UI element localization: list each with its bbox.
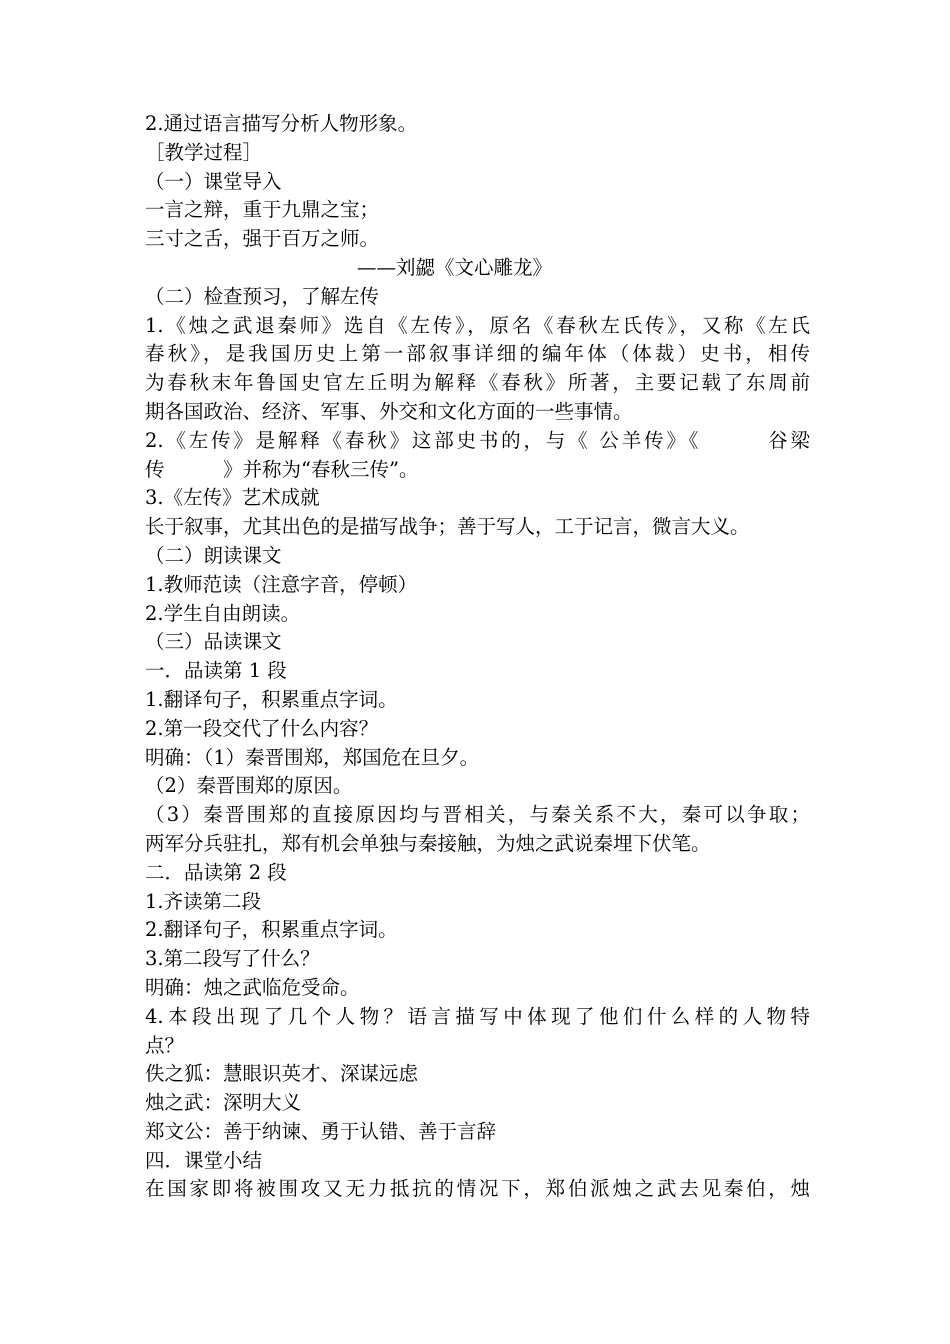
list-item: 佚之狐：慧眼识英才、深谋远虑 bbox=[145, 1062, 419, 1086]
paragraph-line: （3）秦晋围郑的直接原因均与晋相关，与秦关系不大，秦可以争取； bbox=[145, 803, 810, 827]
subheading-paragraph-2: 二．品读第 2 段 bbox=[145, 860, 287, 884]
subheading-summary: 四．课堂小结 bbox=[145, 1148, 263, 1172]
paragraph-line: 3.《左传》艺术成就 bbox=[145, 486, 320, 510]
paragraph-line: 传 》并称为“春秋三传”。 bbox=[145, 457, 419, 481]
paragraph-line: 长于叙事，尤其出色的是描写战争；善于写人，工于记言，微言大义。 bbox=[145, 515, 750, 539]
section-teaching-process: ［教学过程］ bbox=[145, 140, 263, 164]
paragraph-line: 点？ bbox=[145, 1033, 185, 1057]
list-item: 2.第一段交代了什么内容？ bbox=[145, 716, 379, 740]
heading-analysis: （三）品读课文 bbox=[145, 630, 282, 654]
list-item: 明确：烛之武临危受命。 bbox=[145, 975, 360, 999]
objective-2: 2.通过语言描写分析人物形象。 bbox=[145, 112, 418, 135]
subheading-paragraph-1: 一．品读第 1 段 bbox=[145, 659, 287, 683]
list-item: 烛之武：深明大义 bbox=[145, 1091, 302, 1115]
paragraph-line: 为春秋末年鲁国史官左丘明为解释《春秋》所著，主要记载了东周前 bbox=[145, 371, 810, 395]
list-item: 1.翻译句子，积累重点字词。 bbox=[145, 687, 398, 711]
document-body bbox=[145, 110, 810, 1204]
paragraph-line: 4.本段出现了几个人物？语言描写中体现了他们什么样的人物特 bbox=[145, 1004, 810, 1028]
quote-attribution: ——刘勰《文心雕龙》 bbox=[357, 255, 553, 279]
paragraph-line: 两军分兵驻扎，郑有机会单独与秦接触，为烛之武说秦埋下伏笔。 bbox=[145, 831, 711, 855]
list-item: 2.学生自由朗读。 bbox=[145, 601, 301, 625]
list-item: 3.第二段写了什么？ bbox=[145, 947, 320, 971]
paragraph-line: 在国家即将被围攻又无力抵抗的情况下，郑伯派烛之武去见秦伯，烛 bbox=[145, 1177, 810, 1201]
heading-intro: （一）课堂导入 bbox=[145, 169, 282, 193]
paragraph-line: 春秋》，是我国历史上第一部叙事详细的编年体（体裁）史书，相传 bbox=[145, 342, 810, 366]
quote-line-1: 一言之辩，重于九鼎之宝； bbox=[145, 198, 380, 222]
list-item: 1.齐读第二段 bbox=[145, 889, 262, 913]
list-item: 郑文公：善于纳谏、勇于认错、善于言辞 bbox=[145, 1119, 497, 1143]
list-item: 2.翻译句子，积累重点字词。 bbox=[145, 918, 398, 942]
paragraph-line: 1.《烛之武退秦师》选自《左传》，原名《春秋左氏传》，又称《左氏 bbox=[145, 313, 810, 337]
quote-line-2: 三寸之舌，强于百万之师。 bbox=[145, 227, 380, 251]
heading-preview: （二）检查预习，了解左传 bbox=[145, 284, 380, 308]
heading-read-aloud: （二）朗读课文 bbox=[145, 543, 282, 567]
paragraph-line: 2.《左传》是解释《春秋》这部史书的，与《 公羊传》《 谷梁 bbox=[145, 428, 810, 452]
list-item: （2）秦晋围郑的原因。 bbox=[145, 774, 353, 798]
list-item: 明确：（1）秦晋围郑，郑国危在旦夕。 bbox=[145, 745, 480, 769]
paragraph-line: 期各国政治、经济、军事、外交和文化方面的一些事情。 bbox=[145, 399, 633, 423]
list-item: 1.教师范读（注意字音，停顿） bbox=[145, 572, 418, 596]
